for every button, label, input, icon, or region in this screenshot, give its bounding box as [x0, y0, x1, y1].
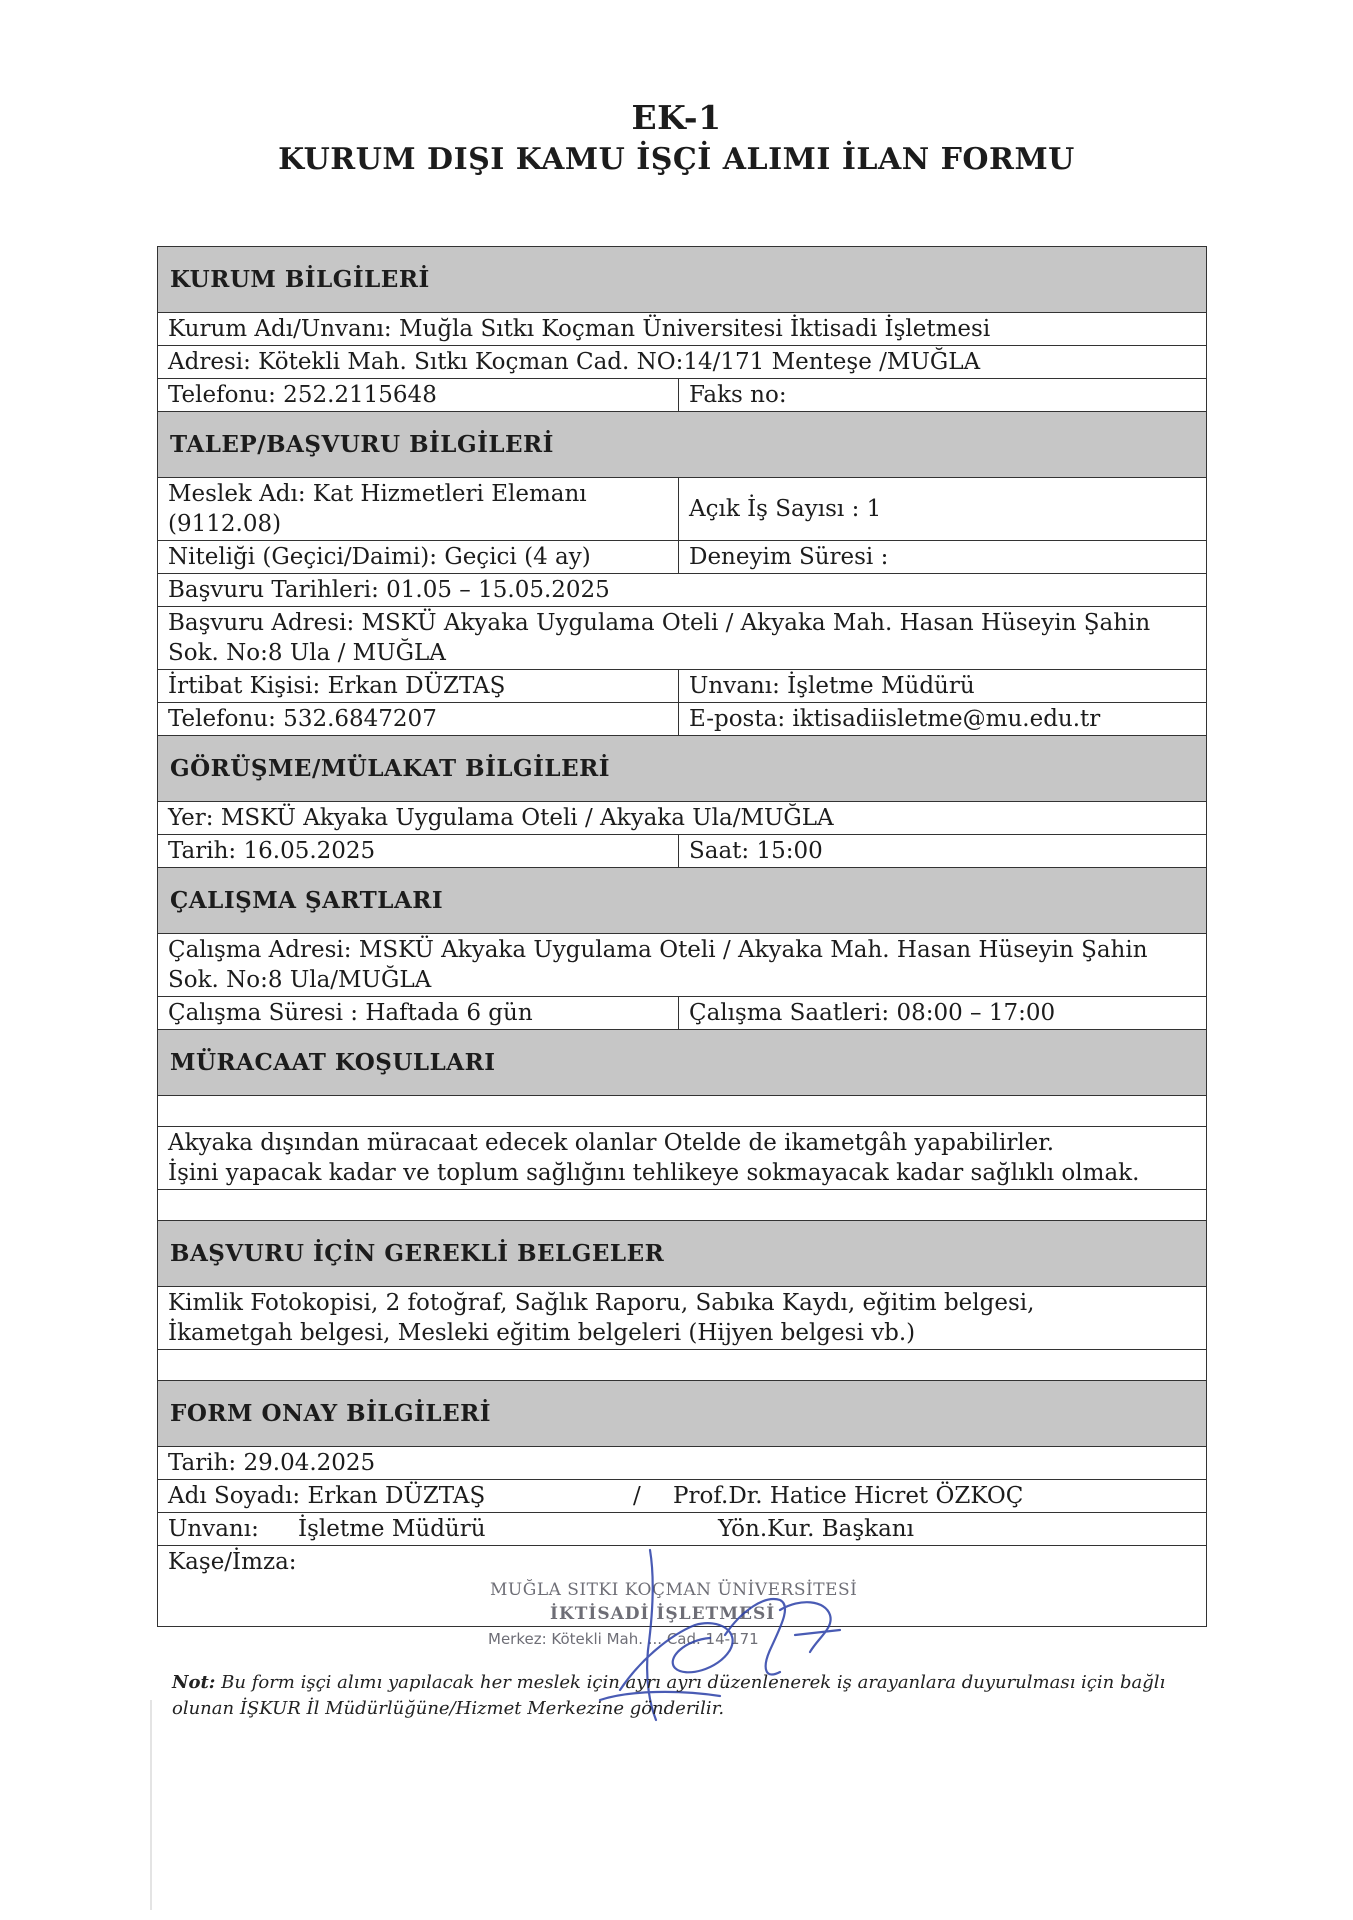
irtibat-unvani: Unvanı: İşletme Müdürü [689, 673, 975, 699]
acik-is-sayisi: Açık İş Sayısı : 1 [689, 496, 882, 522]
kurum-telefon-row [158, 379, 1206, 412]
kurum-adi-row [158, 313, 1206, 346]
scan-artifact-line [150, 1700, 152, 1910]
section-muracaat-header: MÜRACAAT KOŞULLARI [158, 1030, 1206, 1096]
irtibat-eposta: E-posta: iktisadiisletme@mu.edu.tr [689, 706, 1101, 732]
section-talep-header: TALEP/BAŞVURU BİLGİLERİ [158, 412, 1206, 478]
document-title: KURUM DIŞI KAMU İŞÇİ ALIMI İLAN FORMU [278, 142, 1075, 177]
stamp-line2: İKTİSADİ İŞLETMESİ [550, 1604, 776, 1624]
stamp-line1: MUĞLA SITKI KOÇMAN ÜNİVERSİTESİ [490, 1580, 858, 1600]
gorusme-yer: Yer: MSKÜ Akyaka Uygulama Oteli / Akyaka Ula/MUĞLA [168, 805, 834, 831]
muracaat-kosullari [158, 1127, 1206, 1189]
kurum-telefon: Telefonu: 252.2115648 [158, 379, 679, 411]
irtibat-kisisi: İrtibat Kişisi: Erkan DÜZTAŞ [158, 670, 679, 702]
irtibat-telefonu: Telefonu: 532.6847207 [158, 703, 679, 735]
onay-adi-row [158, 1480, 1206, 1513]
basvuru-tarihleri: Başvuru Tarihleri: 01.05 – 15.05.2025 [168, 577, 610, 603]
calisma-adresi-row [158, 934, 1206, 997]
note-text: Bu form işçi alımı yapılacak her meslek için ayrı ayrı düzenlenerek iş arayanlara duyurulması için bağlı olunan İŞKUR İl Müdürlüğüne/Hizmet Merkezine gönderilir. [172, 1672, 1166, 1719]
section-calisma-header: ÇALIŞMA ŞARTLARI [158, 868, 1206, 934]
belgeler-text-row [158, 1287, 1206, 1350]
gorusme-tarih-row [158, 835, 1206, 868]
muracaat-line2: İşini yapacak kadar ve toplum sağlığını tehlikeye sokmayacak kadar sağlıklı olmak. [168, 1160, 1140, 1186]
nitelik-row [158, 541, 1206, 574]
muracaat-empty-row-2 [158, 1190, 1206, 1221]
calisma-sure-row [158, 997, 1206, 1030]
basvuru-adresi [158, 607, 1206, 669]
section-gorusme-header: GÖRÜŞME/MÜLAKAT BİLGİLERİ [158, 736, 1206, 802]
belgeler-empty-row [158, 1350, 1206, 1381]
deneyim-suresi: Deneyim Süresi : [689, 544, 889, 570]
irtibat-iletisim-row [158, 703, 1206, 736]
note-label: Not: [172, 1672, 216, 1693]
meslek-adi-line2: (9112.08) [168, 511, 282, 537]
onay-slash: / [633, 1483, 641, 1509]
onay-adi-soyadi: Adı Soyadı: Erkan DÜZTAŞ [168, 1483, 486, 1509]
meslek-adi-line1: Meslek Adı: Kat Hizmetleri Elemanı [168, 481, 587, 507]
basvuru-tarihleri-row [158, 574, 1206, 607]
muracaat-line1: Akyaka dışından müracaat edecek olanlar Otelde de ikametgâh yapabilirler. [168, 1130, 1055, 1156]
calisma-adresi-line1: Çalışma Adresi: MSKÜ Akyaka Uygulama Oteli / Akyaka Mah. Hasan Hüseyin Şahin [168, 937, 1148, 963]
calisma-suresi: Çalışma Süresi : Haftada 6 gün [158, 997, 679, 1029]
kase-imza-label: Kaşe/İmza: [168, 1549, 297, 1575]
empty-cell [158, 1350, 1206, 1380]
belgeler-line1: Kimlik Fotokopisi, 2 fotoğraf, Sağlık Raporu, Sabıka Kaydı, eğitim belgesi, [168, 1290, 1035, 1316]
calisma-adresi-line2: Sok. No:8 Ula/MUĞLA [168, 967, 432, 993]
basvuru-adresi-line2: Sok. No:8 Ula / MUĞLA [168, 640, 446, 666]
basvuru-adresi-row [158, 607, 1206, 670]
niteligi: Niteliği (Geçici/Daimi): Geçici (4 ay) [158, 541, 679, 573]
belgeler-line2: İkametgah belgesi, Mesleki eğitim belgeleri (Hijyen belgesi vb.) [168, 1320, 916, 1346]
footer-note [172, 1670, 1222, 1722]
muracaat-empty-row [158, 1096, 1206, 1127]
section-onay-header: FORM ONAY BİLGİLERİ [158, 1381, 1206, 1447]
muracaat-text-row [158, 1127, 1206, 1190]
calisma-saatleri: Çalışma Saatleri: 08:00 – 17:00 [689, 1000, 1056, 1026]
onay-tarih-row [158, 1447, 1206, 1480]
gorusme-tarih: Tarih: 16.05.2025 [158, 835, 679, 867]
calisma-adresi [158, 934, 1206, 996]
onay-unvani-value: İşletme Müdürü [298, 1516, 486, 1542]
kurum-adres-row [158, 346, 1206, 379]
empty-cell [158, 1096, 1206, 1126]
kurum-adres: Adresi: Kötekli Mah. Sıtkı Koçman Cad. NO:14/171 Menteşe /MUĞLA [168, 349, 981, 375]
document-annex-label: EK-1 [631, 98, 722, 137]
basvuru-adresi-line1: Başvuru Adresi: MSKÜ Akyaka Uygulama Oteli / Akyaka Mah. Hasan Hüseyin Şahin [168, 610, 1151, 636]
kurum-faks: Faks no: [689, 382, 787, 408]
meslek-row [158, 478, 1206, 541]
empty-cell [158, 1190, 1206, 1220]
kurum-adi: Kurum Adı/Unvanı: Muğla Sıtkı Koçman Üniversitesi İktisadi İşletmesi [168, 316, 991, 342]
onay-baskan: Yön.Kur. Başkanı [718, 1516, 914, 1542]
gorusme-saat: Saat: 15:00 [689, 838, 823, 864]
section-belgeler-header: BAŞVURU İÇİN GEREKLİ BELGELER [158, 1221, 1206, 1287]
gerekli-belgeler [158, 1287, 1206, 1349]
irtibat-row [158, 670, 1206, 703]
onay-tarih: Tarih: 29.04.2025 [168, 1450, 376, 1476]
section-kurum-header: KURUM BİLGİLERİ [158, 247, 1206, 313]
job-posting-form [157, 246, 1207, 1627]
onay-unvani-label: Unvanı: [168, 1516, 259, 1542]
meslek-adi [158, 478, 679, 540]
gorusme-yer-row [158, 802, 1206, 835]
stamp-line3: Merkez: Kötekli Mah. ... Cad. 14-171 [488, 1630, 759, 1648]
onay-prof-name: Prof.Dr. Hatice Hicret ÖZKOÇ [673, 1483, 1024, 1509]
